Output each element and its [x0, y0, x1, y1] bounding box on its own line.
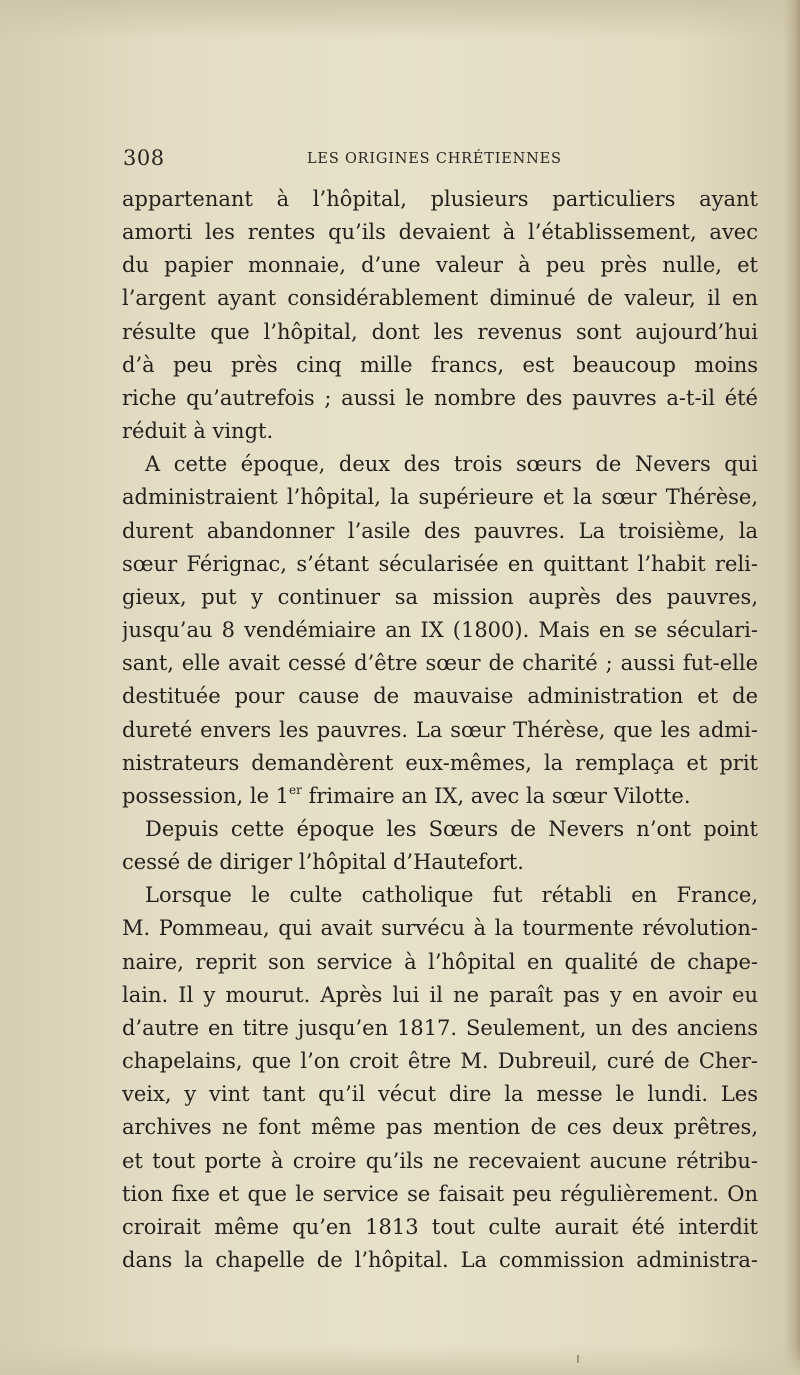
text-line: jusqu’au 8 vendémiaire an IX (1800). Mais en se séculari- — [122, 618, 758, 643]
paragraph — [122, 183, 758, 448]
ordinal-superscript: er — [289, 782, 302, 797]
text-line: A cette époque, deux des trois sœurs de Nevers qui — [145, 452, 758, 477]
page-top-shadow — [0, 0, 800, 40]
text-line: d’autre en titre jusqu’en 1817. Seulement, un des anciens — [122, 1015, 758, 1040]
text-line: M. Pommeau, qui avait survécu à la tourmente révolution- — [122, 916, 758, 941]
paper-speck — [577, 1355, 579, 1363]
text-line: et tout porte à croire qu’ils ne recevaient aucune rétribu- — [122, 1148, 758, 1173]
text-fragment: possession, le 1 — [122, 783, 290, 808]
paragraph — [122, 879, 758, 1277]
text-line: naire, reprit son service à l’hôpital en qualité de chape- — [122, 949, 758, 974]
text-line: destituée pour cause de mauvaise administration et de — [122, 684, 758, 709]
text-line: gieux, put y continuer sa mission auprès des pauvres, — [122, 584, 758, 609]
text-line: lain. Il y mourut. Après lui il ne paraît pas y en avoir eu — [122, 982, 758, 1007]
paragraph — [122, 813, 758, 879]
text-line: l’argent ayant considérablement diminué de valeur, il en — [122, 286, 758, 311]
text-line: amorti les rentes qu’ils devaient à l’établissement, avec — [122, 220, 758, 245]
text-line: d’à peu près cinq mille francs, est beaucoup moins — [122, 352, 758, 377]
text-line: Depuis cette époque les Sœurs de Nevers n’ont point — [145, 816, 758, 841]
text-line: dureté envers les pauvres. La sœur Thérèse, que les admi- — [122, 717, 758, 742]
text-line: veix, y vint tant qu’il vécut dire la messe le lundi. Les — [122, 1082, 758, 1107]
text-line: riche qu’autrefois ; aussi le nombre des pauvres a-t-il été — [122, 385, 758, 410]
running-head: LES ORIGINES CHRÉTIENNES — [307, 151, 562, 167]
text-line: tion fixe et que le service se faisait peu régulièrement. On — [122, 1181, 758, 1206]
text-line — [122, 780, 758, 813]
text-line: Lorsque le culte catholique fut rétabli en France, — [145, 883, 758, 908]
text-line: croirait même qu’en 1813 tout culte aurait été interdit — [122, 1214, 758, 1239]
text-line: dans la chapelle de l’hôpital. La commission administra- — [122, 1248, 758, 1272]
text-line: nistrateurs demandèrent eux-mêmes, la remplaça et prit — [122, 750, 758, 775]
page-bottom-shadow — [0, 1345, 800, 1375]
text-line: du papier monnaie, d’une valeur à peu près nulle, et — [122, 253, 758, 278]
body-text — [122, 183, 758, 1277]
paragraph — [122, 448, 758, 813]
page-header — [123, 146, 763, 176]
text-line: durent abandonner l’asile des pauvres. La troisième, la — [122, 518, 758, 543]
text-line: cessé de diriger l’hôpital d’Hautefort. — [122, 850, 524, 875]
page-right-edge — [784, 0, 800, 1375]
text-line: sœur Férignac, s’étant sécularisée en quittant l’habit reli- — [122, 551, 758, 576]
text-line: réduit à vingt. — [122, 419, 274, 444]
page-number: 308 — [123, 146, 165, 170]
text-line: appartenant à l’hôpital, plusieurs particuliers ayant — [122, 187, 758, 211]
text-line: sant, elle avait cessé d’être sœur de charité ; aussi fut-elle — [122, 651, 758, 676]
text-line: résulte que l’hôpital, dont les revenus sont aujourd’hui — [122, 319, 758, 344]
text-fragment: frimaire an IX, avec la sœur Vilotte. — [301, 783, 691, 808]
text-line: administraient l’hôpital, la supérieure et la sœur Thérèse, — [122, 485, 758, 510]
text-line: archives ne font même pas mention de ces deux prêtres, — [122, 1115, 758, 1140]
text-line: chapelains, que l’on croit être M. Dubreuil, curé de Cher- — [122, 1049, 758, 1074]
